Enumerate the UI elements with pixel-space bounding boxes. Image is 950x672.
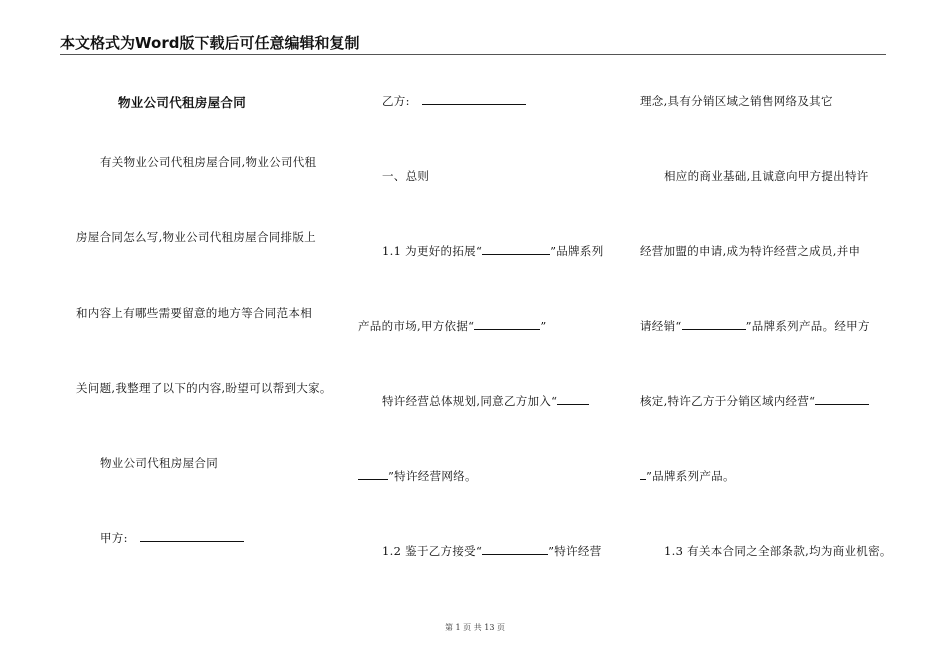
clause-text: ”特许经营网络。 xyxy=(388,469,477,483)
intro-line-2: 房屋合同怎么写,物业公司代租房屋合同排版上 xyxy=(76,230,316,244)
clause-1-2-line-1 xyxy=(382,543,602,559)
document-header xyxy=(60,32,886,55)
clause-1-1-line-3 xyxy=(382,393,589,409)
intro-line-3: 和内容上有哪些需要留意的地方等合同范本相 xyxy=(76,306,312,320)
clause-text: 核定,特许乙方于分销区域内经营“ xyxy=(640,394,816,408)
col3-line-3: 经营加盟的申请,成为特许经营之成员,并申 xyxy=(640,244,861,258)
party-b-line xyxy=(382,93,526,109)
party-a-label: 甲方: xyxy=(100,531,128,545)
clause-text: ”品牌系列产品。 xyxy=(646,469,735,483)
party-b-label: 乙方: xyxy=(382,94,410,108)
brand-blank[interactable] xyxy=(682,319,746,330)
network-blank[interactable] xyxy=(557,394,589,405)
intro-line-4: 关问题,我整理了以下的内容,盼望可以帮到大家。 xyxy=(76,381,332,395)
brand-blank[interactable] xyxy=(482,244,550,255)
intro-line-1: 有关物业公司代租房屋合同,物业公司代租 xyxy=(100,155,317,169)
clause-text: 产品的市场,甲方依据“ xyxy=(358,319,475,333)
clause-text: 请经销“ xyxy=(640,319,682,333)
party-a-blank[interactable] xyxy=(140,531,244,542)
contract-subtitle: 物业公司代租房屋合同 xyxy=(100,456,218,470)
clause-text: 1.1 为更好的拓展“ xyxy=(382,244,483,258)
brand-blank[interactable] xyxy=(482,544,548,555)
clause-text: ”品牌系列 xyxy=(550,244,604,258)
party-b-blank[interactable] xyxy=(422,94,526,105)
col3-line-6 xyxy=(640,468,735,484)
clause-text: ” xyxy=(540,319,547,333)
clause-1-1-line-1 xyxy=(382,243,604,259)
party-a-line xyxy=(100,530,244,546)
section-general: 一、总则 xyxy=(382,169,430,183)
clause-text: ”品牌系列产品。经甲方 xyxy=(745,319,870,333)
network-blank[interactable] xyxy=(358,469,388,480)
brand-blank[interactable] xyxy=(815,394,869,405)
clause-1-1-line-4 xyxy=(358,468,477,484)
clause-text: ”特许经营 xyxy=(548,544,602,558)
col3-line-1: 理念,具有分销区域之销售网络及其它 xyxy=(640,94,833,108)
col3-line-4 xyxy=(640,318,870,334)
brand-blank[interactable] xyxy=(474,319,540,330)
clause-text: 特许经营总体规划,同意乙方加入“ xyxy=(382,394,558,408)
col3-line-5 xyxy=(640,393,869,409)
header-title: 本文格式为Word版下载后可任意编辑和复制 xyxy=(60,34,360,52)
contract-title: 物业公司代租房屋合同 xyxy=(118,95,247,110)
col3-line-2: 相应的商业基础,且诚意向甲方提出特许 xyxy=(664,169,869,183)
clause-1-1-line-2 xyxy=(358,318,547,334)
page-number: 第 1 页 共 13 页 xyxy=(445,623,505,632)
clause-1-3: 1.3 有关本合同之全部条款,均为商业机密。 xyxy=(664,544,892,558)
clause-text: 1.2 鉴于乙方接受“ xyxy=(382,544,483,558)
